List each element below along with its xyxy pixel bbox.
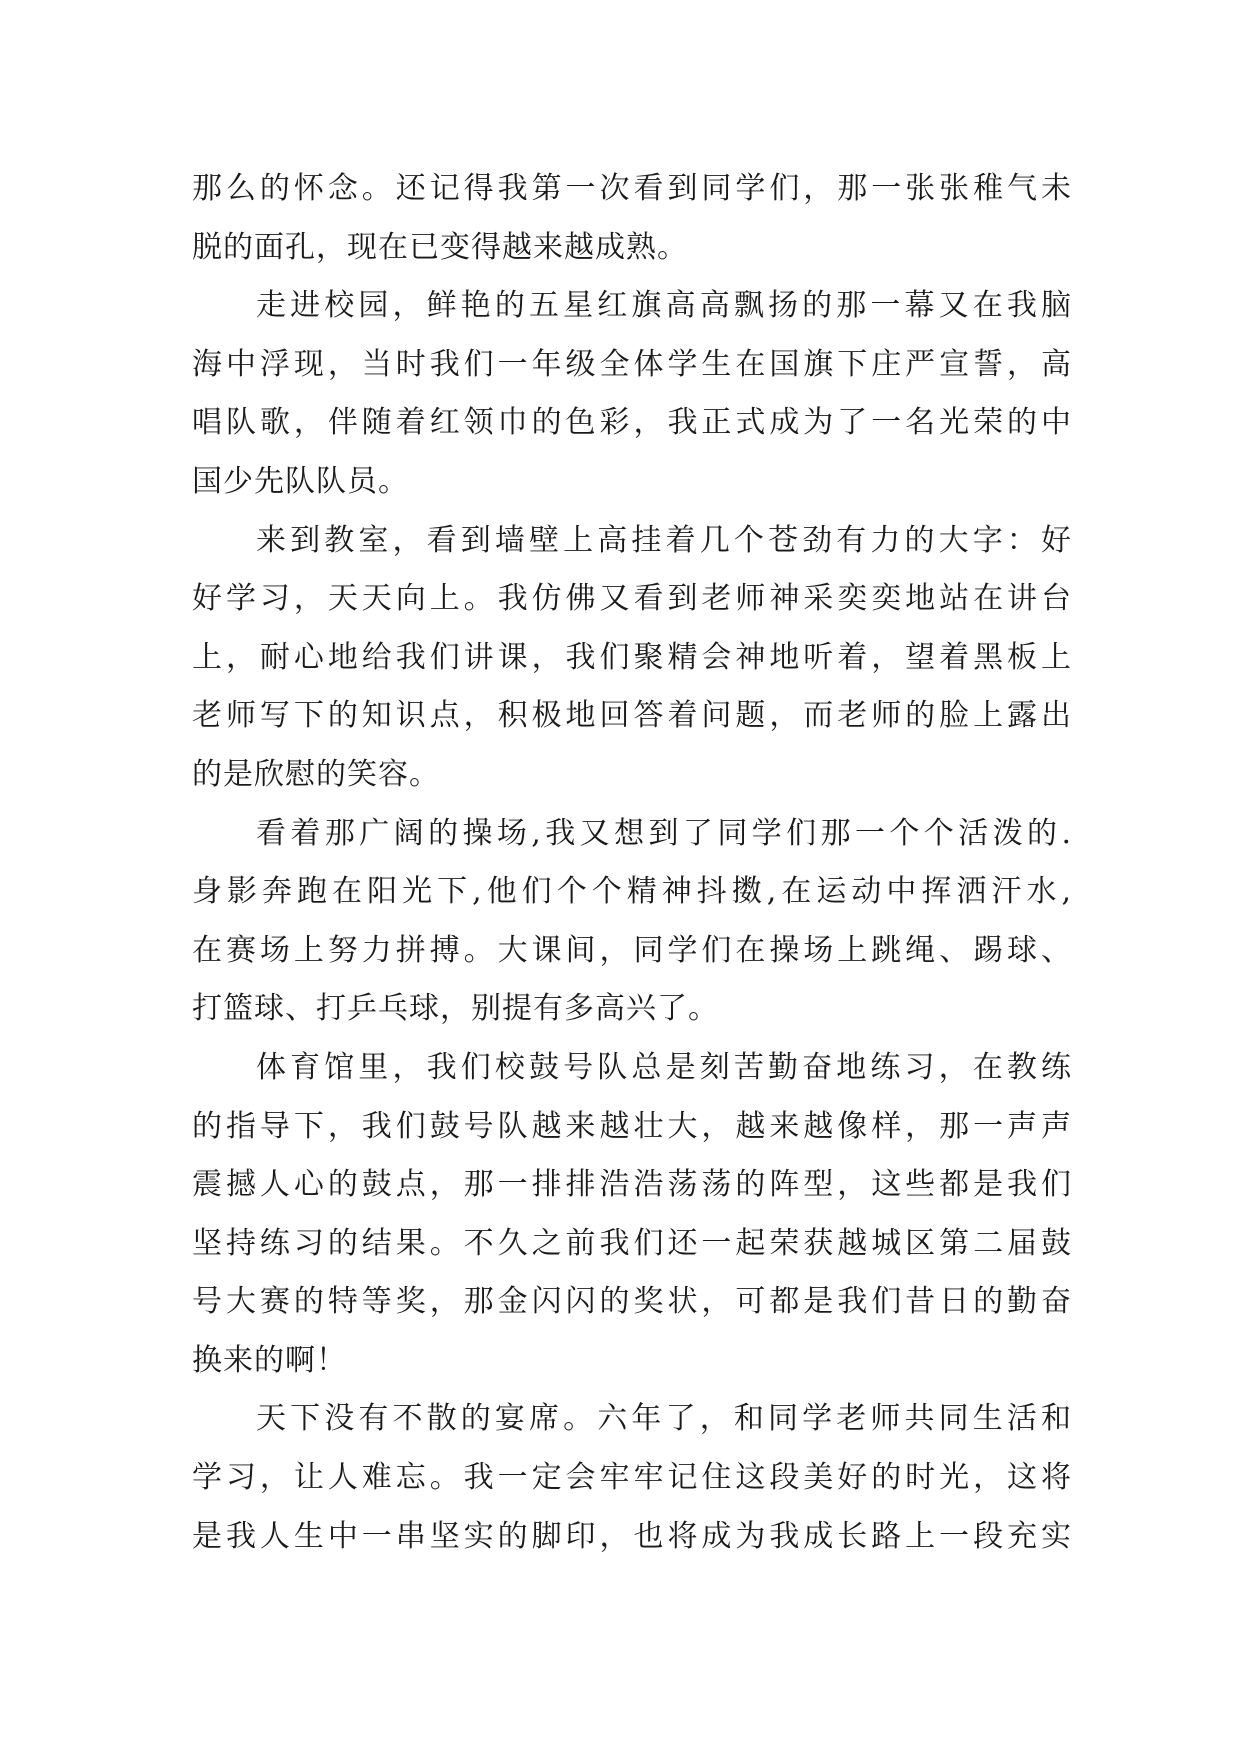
- text-line: 海中浮现，当时我们一年级全体学生在国旗下庄严宣誓，高: [192, 346, 1072, 382]
- text-line: 天下没有不散的宴席。六年了，和同学老师共同生活和: [256, 1401, 1072, 1437]
- text-line: 体育馆里，我们校鼓号队总是刻苦勤奋地练习，在教练: [256, 1049, 1072, 1085]
- text-line: 那么的怀念。还记得我第一次看到同学们，那一张张稚气未: [192, 171, 1072, 206]
- text-line: 是我人生中一串坚实的脚印，也将成为我成长路上一段充实: [192, 1518, 1072, 1554]
- text-line: 老师写下的知识点，积极地回答着问题，而老师的脸上露出: [192, 698, 1072, 734]
- text-line: 的指导下，我们鼓号队越来越壮大，越来越像样，那一声声: [192, 1108, 1072, 1144]
- body-text: [192, 160, 1072, 1566]
- text-line: 国少先队队员。: [192, 463, 409, 499]
- text-line: 来到教室，看到墙壁上高挂着几个苍劲有力的大字：好: [256, 522, 1072, 558]
- text-line: 唱队歌，伴随着红领巾的色彩，我正式成为了一名光荣的中: [192, 405, 1072, 441]
- text-line: 脱的面孔，现在已变得越来越成熟。: [192, 229, 688, 265]
- text-line: 好学习，天天向上。我仿佛又看到老师神采奕奕地站在讲台: [192, 581, 1072, 617]
- text-line: 的是欣慰的笑容。: [192, 756, 440, 792]
- text-line: 坚持练习的结果。不久之前我们还一起荣获越城区第二届鼓: [192, 1225, 1072, 1261]
- text-line: 看着那广阔的操场,我又想到了同学们那一个个活泼的.: [256, 815, 1072, 851]
- text-line: 换来的啊！: [192, 1342, 347, 1378]
- text-line: 走进校园，鲜艳的五星红旗高高飘扬的那一幕又在我脑: [256, 288, 1072, 324]
- text-line: 号大赛的特等奖，那金闪闪的奖状，可都是我们昔日的勤奋: [192, 1284, 1072, 1320]
- text-line: 在赛场上努力拼搏。大课间，同学们在操场上跳绳、踢球、: [192, 932, 1072, 968]
- text-line: 身影奔跑在阳光下,他们个个精神抖擞,在运动中挥洒汗水,: [192, 874, 1072, 910]
- text-line: 震撼人心的鼓点，那一排排浩浩荡荡的阵型，这些都是我们: [192, 1167, 1072, 1203]
- text-line: 学习，让人难忘。我一定会牢牢记住这段美好的时光，这将: [192, 1460, 1072, 1496]
- text-line: 打篮球、打乒乓球，别提有多高兴了。: [192, 991, 719, 1027]
- text-line: 上，耐心地给我们讲课，我们聚精会神地听着，望着黑板上: [192, 639, 1072, 675]
